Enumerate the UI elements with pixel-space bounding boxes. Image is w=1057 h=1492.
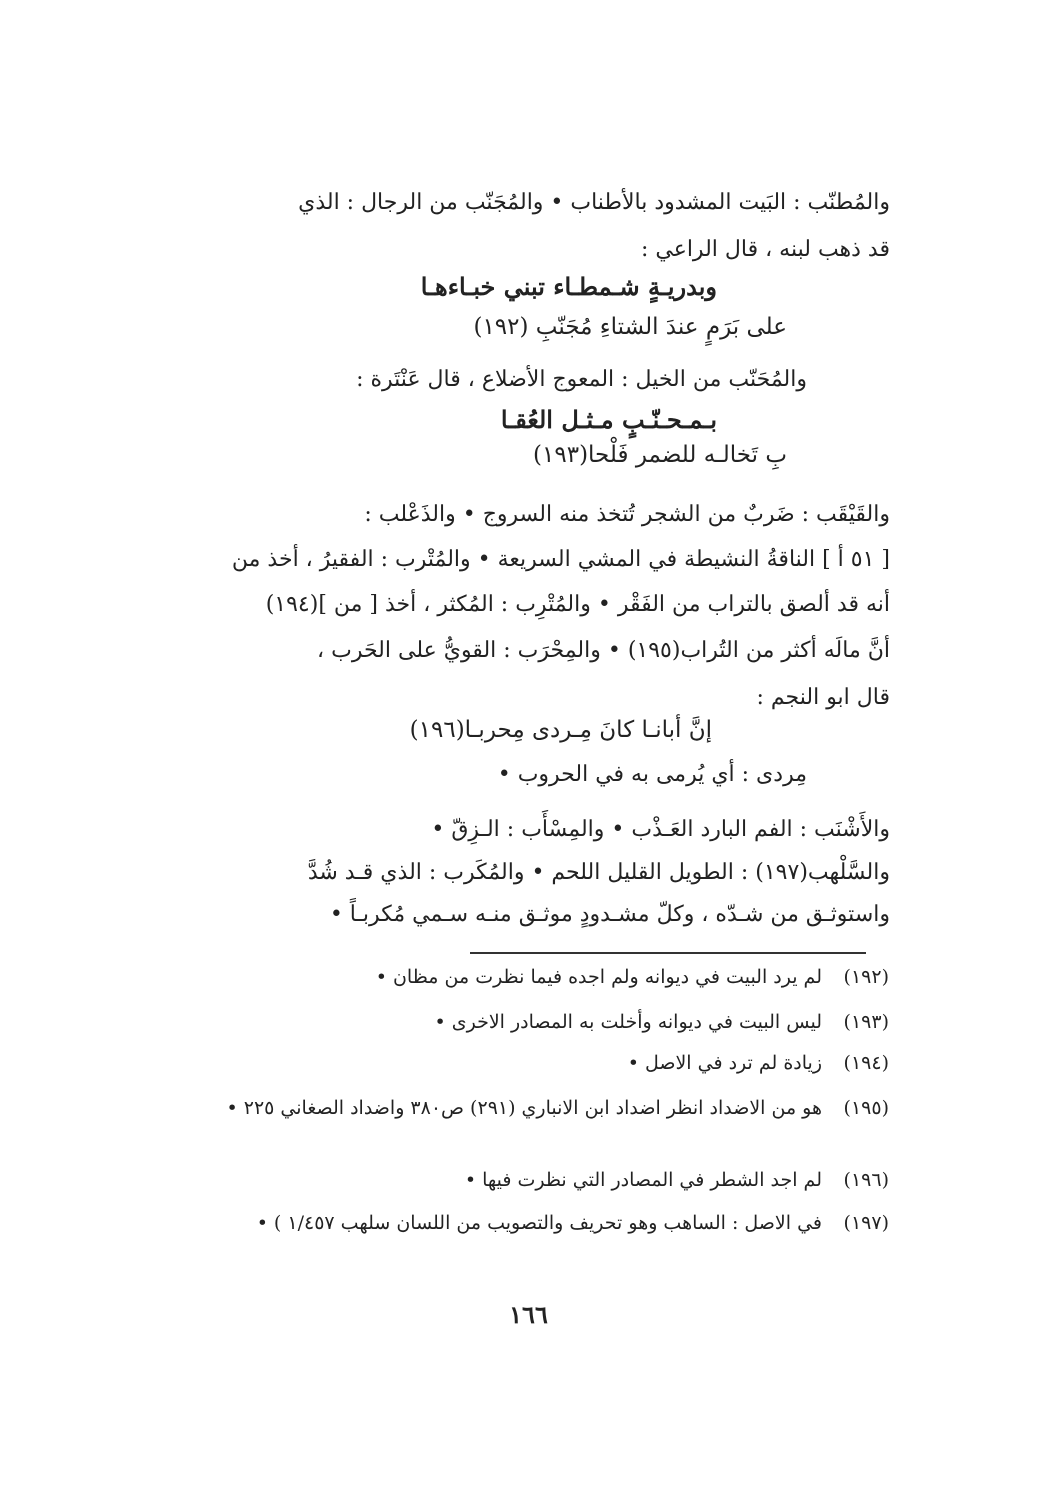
verse-1-hemistich-1: وبدريـةٍ شـمطـاء تبني خبـاءهـا bbox=[420, 272, 717, 301]
footnote-number: (١٩٤) bbox=[843, 1052, 889, 1074]
footnote-text: لم اجد الشطر في المصادر التي نظرت فيها • bbox=[464, 1169, 822, 1191]
body-line-9: مِردى : أي يُرمى به في الحروب • bbox=[497, 762, 807, 787]
footnote-195 bbox=[0, 1093, 1057, 1153]
body-line-5: [ ٥١ أ ] الناقةُ النشيطة في المشي السريعة • والمُتْرب : الفقيرُ ، أخذ من bbox=[231, 547, 890, 572]
footnote-number: (١٩٢) bbox=[843, 966, 889, 988]
verse-2-hemistich-2: بِ تَخالـه للضمر فَلْحا(١٩٣) bbox=[533, 442, 787, 468]
body-line-7: أنَّ مالَه أكثر من التُراب(١٩٥) • والمِحْرَب : القويُّ على الحَرب ، bbox=[317, 638, 890, 663]
footnote-197 bbox=[0, 1208, 1057, 1268]
footnote-text: لم يرد البيت في ديوانه ولم اجده فيما نظرت من مظان • bbox=[375, 966, 822, 988]
footnote-text: هو من الاضداد انظر اضداد ابن الانباري (٢٩١) ص٣٨٠ واضداد الصغاني ٢٢٥ • bbox=[226, 1097, 822, 1119]
footnote-196 bbox=[0, 1165, 1057, 1195]
footnote-separator bbox=[470, 952, 866, 954]
body-line-2: قد ذهب لبنه ، قال الراعي : bbox=[640, 237, 890, 262]
verse-2-hemistich-1: بـمـحـنّـبٍ مـثـل العُقـا bbox=[500, 405, 717, 434]
verse-3: إنَّ أبانـا كانَ مِـردى مِحربـا(١٩٦) bbox=[409, 717, 712, 743]
page-number: ١٦٦ bbox=[509, 1300, 548, 1329]
body-line-12: واستوثـق من شـدّه ، وكلّ مشـدودٍ موثـق منـه سـمي مُكربـاً • bbox=[329, 902, 890, 927]
footnote-number: (١٩٥) bbox=[843, 1097, 889, 1119]
footnote-text: ليس البيت في ديوانه وأخلت به المصادر الاخرى • bbox=[434, 1011, 822, 1033]
body-line-4: والقَيْقَب : ضَربٌ من الشجر تُتخذ منه السروج • والذَعْلب : bbox=[364, 502, 890, 527]
body-line-8: قال ابو النجم : bbox=[756, 685, 890, 710]
footnote-192 bbox=[0, 962, 1057, 992]
body-line-11: والسَّلْهب(١٩٧) : الطويل القليل اللحم • والمُكَرب : الذي قـد شُدَّ bbox=[307, 860, 890, 885]
verse-1-hemistich-2: على بَرَمٍ عندَ الشتاءِ مُجَنّبِ (١٩٢) bbox=[473, 314, 787, 340]
footnote-number: (١٩٦) bbox=[843, 1169, 889, 1191]
footnote-text: زيادة لم ترد في الاصل • bbox=[627, 1052, 822, 1074]
body-line-6: أنه قد ألصق بالتراب من الفَقْر • والمُتْرِب : المُكثر ، أخذ [ من ](١٩٤) bbox=[265, 592, 890, 617]
footnote-194 bbox=[0, 1048, 1057, 1078]
footnote-193 bbox=[0, 1007, 1057, 1037]
footnote-number: (١٩٧) bbox=[843, 1212, 889, 1234]
footnote-number: (١٩٣) bbox=[843, 1011, 889, 1033]
footnote-text: في الاصل : الساهب وهو تحريف والتصويب من اللسان سلهب ١/٤٥٧ ) • bbox=[256, 1212, 822, 1234]
body-line-3: والمُحَنّب من الخيل : المعوج الأضلاع ، قال عَنْتَرة : bbox=[356, 367, 807, 392]
body-line-1: والمُطنّب : البَيت المشدود بالأطناب • والمُجَنّب من الرجال : الذي bbox=[298, 190, 890, 215]
body-line-10: والأَشْنَب : الفم البارد العَـذْب • والمِسْأَب : الـزِقّ • bbox=[431, 817, 890, 842]
